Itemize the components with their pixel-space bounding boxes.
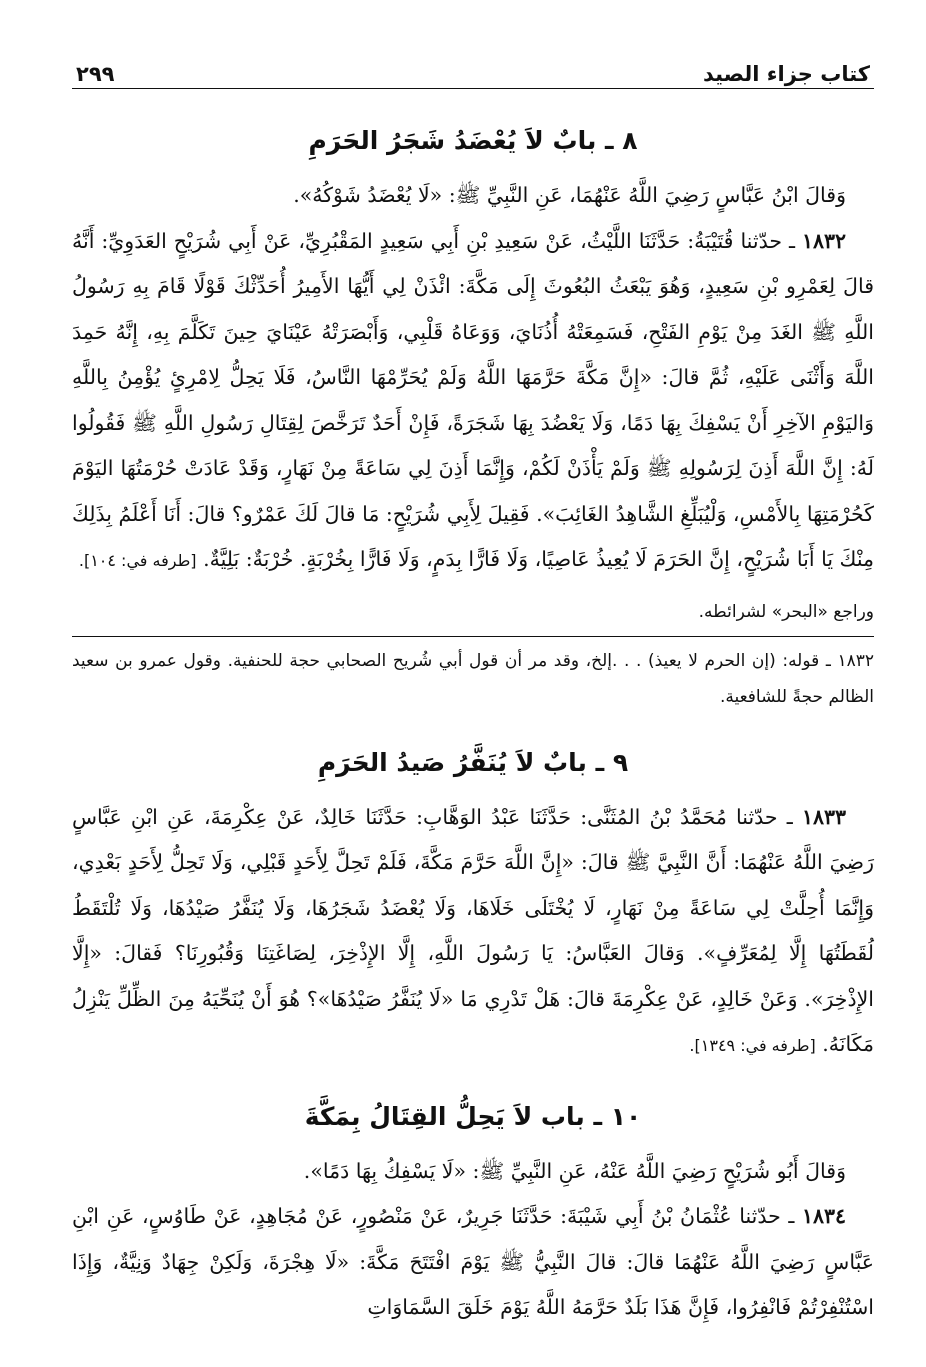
commentary-note: ١٨٣٢ ـ قوله: (إن الحرم لا يعيذ) . . .إلخ، وقد مر أن قول أبي شُريح الصحابي حجة للحنفية. وقول عمرو بن سعيد الظالم حجةً للشافعية. [72,650,874,707]
chapter-heading: ٨ ـ بابٌ لاَ يُعْضَدُ شَجَرُ الحَرَمِ [308,126,638,155]
chapter-intro: وَقالَ أَبُو شُرَيْحٍ رَضِيَ اللَّهُ عَنْهُ، عَنِ النَّبِيِّ ﷺ: «لَا يَسْفِكُ بِهَا دَمًا». [303,1158,846,1183]
hadith-paragraph [72,1194,874,1331]
hadith-number: ١٨٣٤ [801,1204,846,1228]
chapter-heading: ٩ ـ بابٌ لاَ يُنَفَّرُ صَيدُ الحَرَمِ [317,747,629,777]
hadith-paragraph [72,795,874,1069]
hadith-text: ـ حدّثنا عُثْمَانُ بْنُ أَبِي شَيْبَةَ: حَدَّثَنَا جَرِيرٌ، عَنْ مَنْصُورٍ، عَنْ مُجَاهِدٍ، عَنْ طَاوُسٍ، عَنِ ابْنِ عَبَّاسٍ رَضِيَ اللَّهُ عَنْهُمَا قالَ: قالَ النَّبِيُّ ﷺ يَوْمَ افْتَتَحَ مَكَّةَ: «لَا هِجْرَةَ، وَلَكِنْ جِهَادٌ وَنِيَّةٌ، وَإِذَا اسْتُنْفِرْتُمْ فَانْفِرُوا، فَإِنَّ هَذَا بَلَدٌ حَرَّمَهُ اللَّهُ يَوْمَ خَلَقَ السَّمَاوَاتِ [72,1204,874,1319]
hadith-paragraph [72,219,874,584]
book-title: كتاب جزاء الصيد [702,62,870,86]
hadith-number: ١٨٣٢ [801,228,846,253]
note-divider [72,636,874,637]
commentary-note: وراجع «البحر» لشرائطه. [698,601,874,622]
page-number: ٢٩٩ [76,62,115,86]
chapter-intro: وَقالَ ابْنُ عَبَّاسٍ رَضِيَ اللَّهُ عَنْهُمَا، عَنِ النَّبِيِّ ﷺ: «لَا يُعْضَدُ شَوْكُهُ». [293,183,846,207]
hadith-text: ـ حدّثنا مُحَمَّدُ بْنُ المُثَنَّى: حَدَّثَنَا عَبْدُ الوَهَّابِ: حَدَّثَنَا خَالِدٌ، عَنْ عِكْرِمَةَ، عَنِ ابْنِ عَبَّاسٍ رَضِيَ اللَّهُ عَنْهُمَا: أَنَّ النَّبِيَّ ﷺ قالَ: «إِنَّ اللَّهَ حَرَّمَ مَكَّةَ، فَلَمْ تَحِلَّ لِأَحَدٍ قَبْلِي، وَلَا تَحِلُّ لِأَحَدٍ بَعْدِي، وَإِنَّمَا أُحِلَّتْ لِي سَاعَةً مِنْ نَهَارٍ، لَا يُخْتَلَى خَلَاهَا، وَلَا يُعْضَدُ شَجَرُهَا، وَلَا يُنَفَّرُ صَيْدُهَا، وَلَا تُلْتَقَطُ لُقَطَتُهَا إِلَّا لِمُعَرِّفٍ». وَقالَ العَبَّاسُ: يَا رَسُولَ اللَّهِ، إِلَّا الإِذْخِرَ، لِصَاغَتِنَا وَقُبُورِنَا؟ فَقالَ: «إِلَّا الإِذْخِرَ». وَعَنْ خَالِدٍ، عَنْ عِكْرِمَةَ قالَ: هَلْ تَدْرِي مَا «لَا يُنَفَّرُ صَيْدُهَا»؟ هُوَ أَنْ يُنَحِّيَهُ مِنَ الظِّلِّ يَنْزِلُ مَكَانَهُ. [72,804,874,1056]
cross-reference: [طرفه في: ١٣٤٩]. [689,1036,816,1055]
commentary-notes [72,594,874,715]
cross-reference: [طرفه في: ١٠٤]. [78,551,197,570]
running-head [72,52,874,89]
hadith-text: ـ حدّثنا قُتَيْبَةُ: حَدَّثَنَا اللَّيْثُ، عَنْ سَعِيدِ بْنِ أَبِي سَعِيدٍ المَقْبُرِيِّ، عَنْ أَبِي شُرَيْحٍ العَدَوِيِّ: أَنَّهُ قالَ لِعَمْرِو بْنِ سَعِيدٍ، وَهُوَ يَبْعَثُ البُعُوثَ إِلَى مَكَّةَ: ائْذَنْ لِي أَيُّهَا الأَمِيرُ أُحَدِّثْكَ قَوْلًا قَامَ بِهِ رَسُولُ اللَّهِ ﷺ الغَدَ مِنْ يَوْمِ الفَتْحِ، فَسَمِعَتْهُ أُذُنَايَ، وَوَعَاهُ قَلْبِي، وَأَبْصَرَتْهُ عَيْنَايَ حِينَ تَكَلَّمَ بِهِ، إِنَّهُ حَمِدَ اللَّهَ وَأَثْنَى عَلَيْهِ، ثُمَّ قالَ: «إِنَّ مَكَّةَ حَرَّمَهَا اللَّهُ وَلَمْ يُحَرِّمْهَا النَّاسُ، فَلَا يَحِلُّ لِامْرِئٍ يُؤْمِنُ بِاللَّهِ وَاليَوْمِ الآخِرِ أَنْ يَسْفِكَ بِهَا دَمًا، وَلَا يَعْضُدَ بِهَا شَجَرَةً، فَإِنْ أَحَدٌ تَرَخَّصَ لِقِتَالِ رَسُولِ اللَّهِ ﷺ فَقُولُوا لَهُ: إِنَّ اللَّهَ أَذِنَ لِرَسُولِهِ ﷺ وَلَمْ يَأْذَنْ لَكُمْ، وَإِنَّمَا أَذِنَ لِي سَاعَةً مِنْ نَهَارٍ، وَقَدْ عَادَتْ حُرْمَتُهَا اليَوْمَ كَحُرْمَتِهَا بِالأَمْسِ، وَلْيُبَلِّغِ الشَّاهِدُ الغَائِبَ». فَقِيلَ لِأَبِي شُرَيْحٍ: مَا قالَ لَكَ عَمْرٌو؟ قالَ: أَنَا أَعْلَمُ بِذَلِكَ مِنْكَ يَا أَبَا شُرَيْحٍ، إِنَّ الحَرَمَ لَا يُعِيذُ عَاصِيًا، وَلَا فَارًّا بِدَمٍ، وَلَا فَارًّا بِخُرْبَةٍ. خُرْبَةٌ: بَلِيَّةٌ. [72,228,874,571]
chapter-heading: ١٠ ـ باب لاَ يَحِلُّ القِتَالُ بِمَكَّةَ [304,1101,642,1131]
hadith-number: ١٨٣٣ [801,804,846,829]
book-page [72,52,874,1331]
